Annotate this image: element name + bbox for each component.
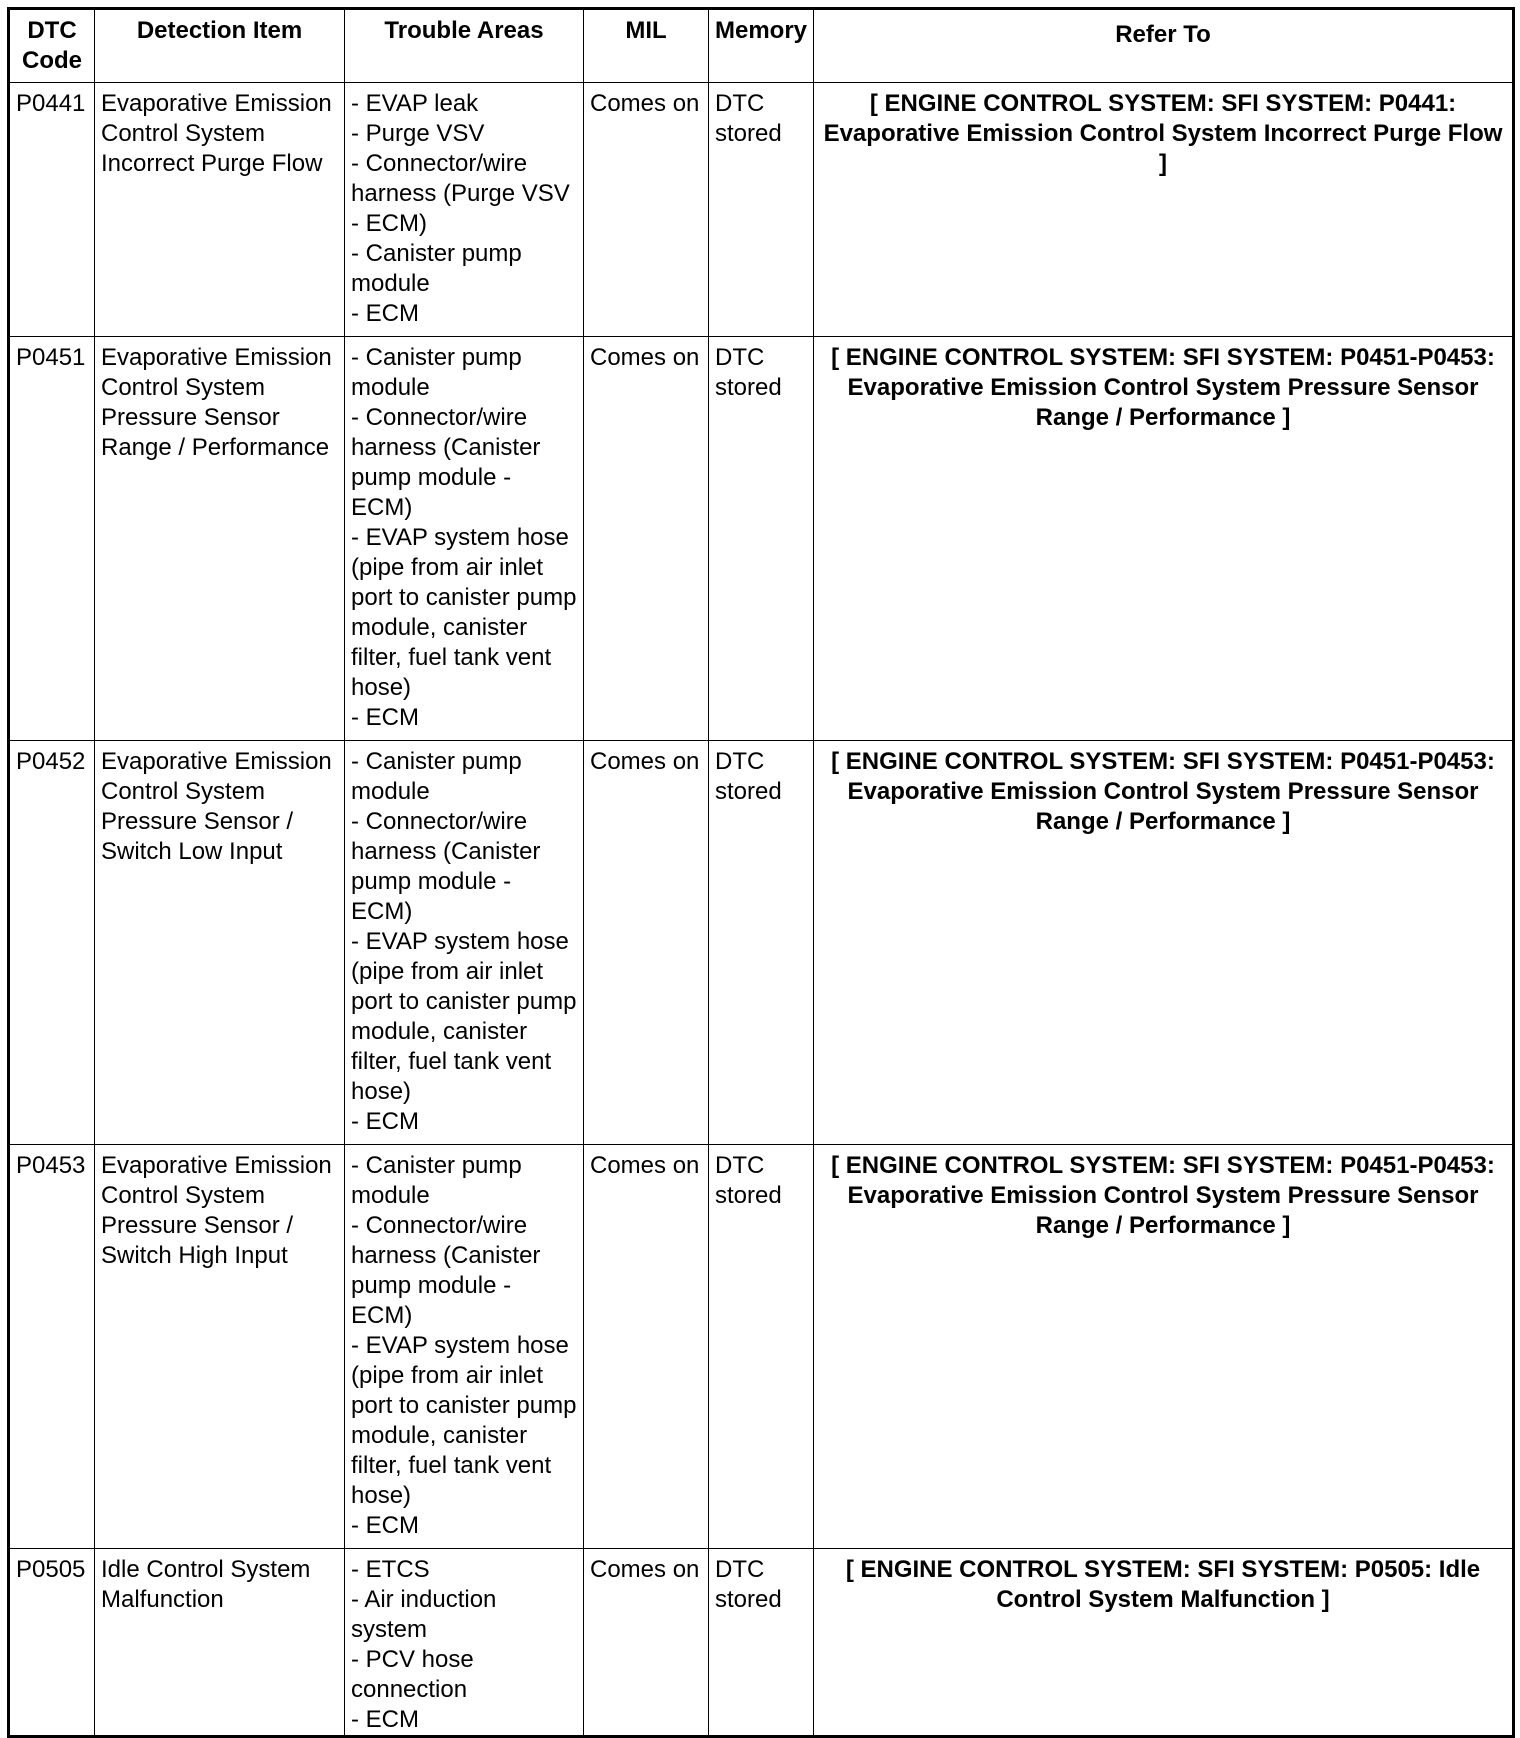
header-row — [9, 9, 1514, 83]
trouble-area-item: - Canister pump module — [351, 344, 522, 401]
header-trouble-areas: Trouble Areas — [345, 9, 584, 83]
dtc-code-cell: P0453 — [9, 1145, 95, 1549]
table-row — [9, 83, 1514, 337]
header-refer-to: Refer To — [814, 9, 1514, 83]
trouble-area-item: - Purge VSV — [351, 120, 485, 147]
detection-item-cell: Idle Control System Malfunction — [95, 1549, 345, 1737]
mil-cell: Comes on — [584, 1145, 709, 1549]
trouble-areas-cell — [345, 741, 584, 1145]
mil-cell: Comes on — [584, 337, 709, 741]
trouble-area-item: - ECM — [351, 1108, 419, 1135]
table-row — [9, 1145, 1514, 1549]
detection-item-cell: Evaporative Emission Control System Incorrect Purge Flow — [95, 83, 345, 337]
dtc-code-cell: P0505 — [9, 1549, 95, 1737]
trouble-area-item: - ECM — [351, 704, 419, 731]
memory-cell: DTC stored — [709, 1145, 814, 1549]
header-mil: MIL — [584, 9, 709, 83]
header-dtc-code: DTC Code — [9, 9, 95, 83]
memory-cell: DTC stored — [709, 741, 814, 1145]
dtc-table — [7, 7, 1515, 1738]
trouble-area-item: - ECM — [351, 1706, 419, 1733]
header-memory: Memory — [709, 9, 814, 83]
detection-item-cell: Evaporative Emission Control System Pressure Sensor Range / Performance — [95, 337, 345, 741]
trouble-area-item: - ECM — [351, 1512, 419, 1539]
trouble-area-item: - Canister pump module — [351, 240, 522, 297]
trouble-areas-cell — [345, 83, 584, 337]
trouble-area-item: - EVAP system hose (pipe from air inlet port to canister pump module, canister filter, fuel tank vent hose) — [351, 928, 577, 1105]
trouble-area-item: - PCV hose connection — [351, 1646, 474, 1703]
refer-to-link[interactable]: [ ENGINE CONTROL SYSTEM: SFI SYSTEM: P0451-P0453: Evaporative Emission Control System Pressure Sensor Range / Performance ] — [814, 1145, 1514, 1549]
detection-item-cell: Evaporative Emission Control System Pressure Sensor / Switch High Input — [95, 1145, 345, 1549]
memory-cell: DTC stored — [709, 337, 814, 741]
mil-cell: Comes on — [584, 741, 709, 1145]
trouble-area-item: - Canister pump module — [351, 748, 522, 805]
refer-to-link[interactable]: [ ENGINE CONTROL SYSTEM: SFI SYSTEM: P0441: Evaporative Emission Control System Incorrect Purge Flow ] — [814, 83, 1514, 337]
table-row — [9, 1549, 1514, 1737]
refer-to-link[interactable]: [ ENGINE CONTROL SYSTEM: SFI SYSTEM: P0451-P0453: Evaporative Emission Control System Pressure Sensor Range / Performance ] — [814, 337, 1514, 741]
trouble-area-item: - EVAP leak — [351, 90, 479, 117]
trouble-area-item: - EVAP system hose (pipe from air inlet port to canister pump module, canister filter, fuel tank vent hose) — [351, 1332, 577, 1509]
detection-item-cell: Evaporative Emission Control System Pressure Sensor / Switch Low Input — [95, 741, 345, 1145]
trouble-area-item: - Air induction system — [351, 1586, 497, 1643]
trouble-areas-cell — [345, 1549, 584, 1737]
dtc-code-cell: P0451 — [9, 337, 95, 741]
table-row — [9, 337, 1514, 741]
trouble-area-item: - Connector/wire harness (Canister pump module - ECM) — [351, 1212, 541, 1329]
dtc-code-cell: P0452 — [9, 741, 95, 1145]
trouble-areas-cell — [345, 1145, 584, 1549]
trouble-area-item: - ETCS — [351, 1556, 430, 1583]
trouble-area-item: - Connector/wire harness (Purge VSV - ECM) — [351, 150, 570, 237]
header-detection-item: Detection Item — [95, 9, 345, 83]
memory-cell: DTC stored — [709, 1549, 814, 1737]
memory-cell: DTC stored — [709, 83, 814, 337]
dtc-code-cell: P0441 — [9, 83, 95, 337]
trouble-area-item: - EVAP system hose (pipe from air inlet port to canister pump module, canister filter, fuel tank vent hose) — [351, 524, 577, 701]
refer-to-link[interactable]: [ ENGINE CONTROL SYSTEM: SFI SYSTEM: P0505: Idle Control System Malfunction ] — [814, 1549, 1514, 1737]
mil-cell: Comes on — [584, 1549, 709, 1737]
trouble-area-item: - Connector/wire harness (Canister pump module - ECM) — [351, 404, 541, 521]
refer-to-link[interactable]: [ ENGINE CONTROL SYSTEM: SFI SYSTEM: P0451-P0453: Evaporative Emission Control System Pressure Sensor Range / Performance ] — [814, 741, 1514, 1145]
trouble-area-item: - Canister pump module — [351, 1152, 522, 1209]
trouble-areas-cell — [345, 337, 584, 741]
trouble-area-item: - ECM — [351, 300, 419, 327]
table-row — [9, 741, 1514, 1145]
mil-cell: Comes on — [584, 83, 709, 337]
trouble-area-item: - Connector/wire harness (Canister pump module - ECM) — [351, 808, 541, 925]
